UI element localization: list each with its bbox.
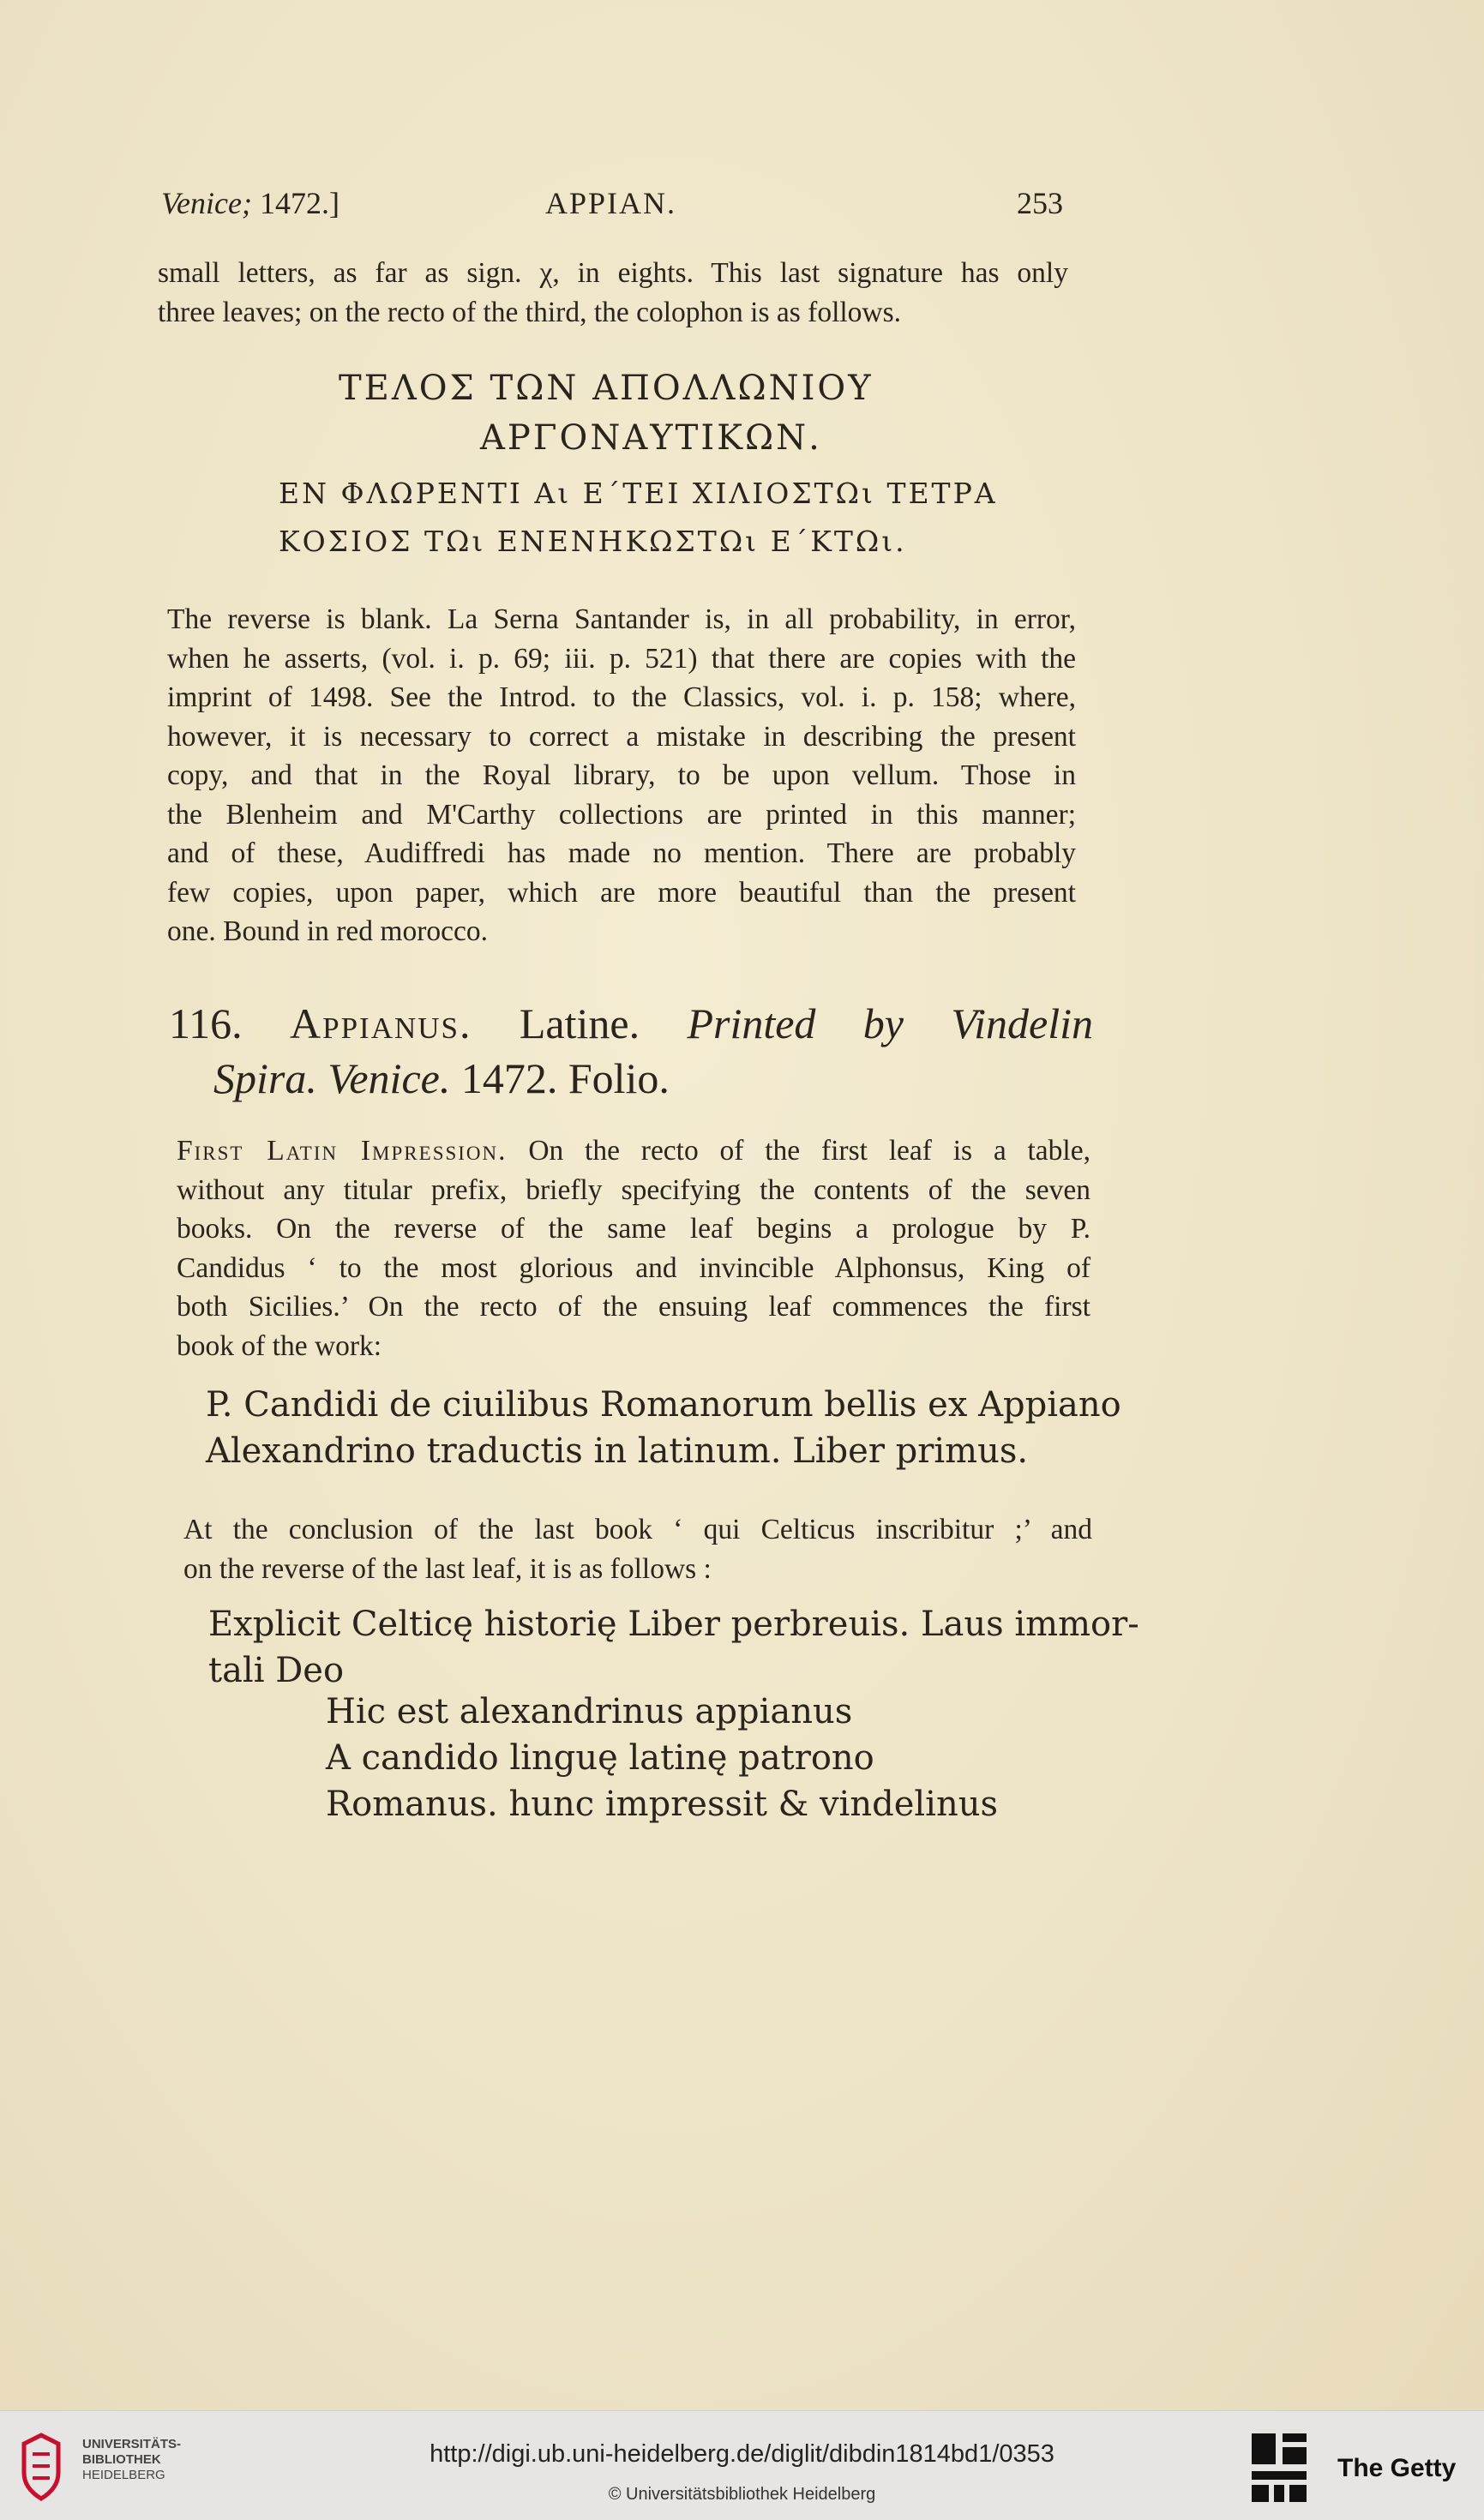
running-head-place <box>161 185 339 221</box>
note-line: The reverse is blank. La Serna Santander is, in all probability, in error, <box>167 603 1076 635</box>
greek-colophon-line: ΤΕΛΟΣ ΤΩΝ ΑΠΟΛΛΩΝΙΟΥ <box>339 369 874 408</box>
description-line: books. On the reverse of the same leaf begins a prologue by P. <box>177 1213 1090 1245</box>
description-line: both Sicilies.’ On the recto of the ensuing leaf commences the first <box>177 1291 1090 1323</box>
description-line: book of the work: <box>177 1329 382 1362</box>
page-number: 253 <box>1017 186 1063 220</box>
description-line: without any titular prefix, briefly specifying the contents of the seven <box>177 1173 1090 1206</box>
entry-language: Latine. <box>519 999 640 1047</box>
explicit-line: tali Deo <box>208 1651 345 1690</box>
description-label: First Latin Impression. <box>177 1135 508 1167</box>
entry-author: Appianus. <box>290 999 472 1047</box>
copyright-notice: © Universitätsbibliothek Heidelberg <box>608 2485 876 2504</box>
note-line: when he asserts, (vol. i. p. 69; iii. p. 521) that there are copies with the <box>167 642 1076 675</box>
note-line: imprint of 1498. See the Introd. to the Classics, vol. i. p. 158; where, <box>167 681 1076 713</box>
explicit-block <box>208 1601 1139 1694</box>
conclusion-paragraph <box>183 1510 1092 1588</box>
note-line: the Blenheim and M'Carthy collections are printed in this manner; <box>167 798 1076 831</box>
description-line <box>177 1131 1090 1171</box>
uni-name-line: HEIDELBERG <box>82 2468 165 2482</box>
reverse-note-paragraph <box>167 600 1076 951</box>
note-line: one. Bound in red morocco. <box>167 915 488 947</box>
entry-place: Venice. <box>327 1054 451 1102</box>
getty-name: The Getty <box>1337 2454 1457 2482</box>
header-year: 1472.] <box>251 186 339 220</box>
intro-paragraph <box>158 254 1068 332</box>
intro-line: three leaves; on the recto of the third, the colophon is as follows. <box>158 296 902 328</box>
description-paragraph <box>177 1131 1090 1365</box>
header-place: Venice; <box>161 186 252 220</box>
entry-heading <box>169 996 1093 1106</box>
verse-block <box>326 1689 998 1827</box>
incipit-line: Alexandrino traductis in latinum. Liber primus. <box>206 1431 1029 1471</box>
entry-number: 116. <box>169 999 243 1047</box>
verse-line: Romanus. hunc impressit & vindelinus <box>326 1785 999 1824</box>
getty-logo-icon[interactable] <box>1248 2430 1310 2504</box>
greek-colophon-line: ΕΝ ΦΛΩΡΕΝΤΙ Αι Ε΄ΤΕΙ ΧΙΛΙΟΣΤΩι ΤΕΤΡΑ <box>279 477 998 510</box>
uni-name-line: BIBLIOTHEK <box>82 2452 161 2467</box>
note-line: and of these, Audiffredi has made no mention. There are probably <box>167 837 1076 869</box>
description-line: Candidus ‘ to the most glorious and invincible Alphonsus, King of <box>177 1251 1090 1284</box>
verse-line: A candido linguę latinę patrono <box>326 1738 874 1778</box>
incipit-block <box>206 1382 1121 1474</box>
verse-line: Hic est alexandrinus appianus <box>326 1692 853 1731</box>
intro-line: small letters, as far as sign. χ, in eights. This last signature has only <box>158 257 1068 289</box>
viewer-footer <box>0 2410 1484 2520</box>
greek-colophon-line: ΚΟΣΙΟΣ ΤΩι ΕΝΕΝΗΚΩΣΤΩι Ε΄ΚΤΩι. <box>279 525 907 558</box>
permalink-url[interactable]: http://digi.ub.uni-heidelberg.de/diglit/dibdin1814bd1/0353 <box>430 2440 1054 2468</box>
incipit-line: P. Candidi de ciuilibus Romanorum bellis ex Appiano <box>206 1385 1121 1425</box>
note-line: however, it is necessary to correct a mistake in describing the present <box>167 720 1076 753</box>
running-head-title: APPIAN. <box>545 186 677 220</box>
explicit-line: Explicit Celticę historię Liber perbreuis. Laus immor- <box>208 1605 1139 1644</box>
uni-name-line: UNIVERSITÄTS- <box>82 2437 182 2451</box>
entry-printer: Printed by Vindelin <box>687 999 1094 1047</box>
note-line: copy, and that in the Royal library, to be upon vellum. Those in <box>167 759 1076 791</box>
entry-format: Folio. <box>568 1054 670 1102</box>
conclusion-line: At the conclusion of the last book ‘ qui Celticus inscribitur ;’ and <box>183 1514 1092 1545</box>
description-text: On the recto of the first leaf is a table, <box>507 1135 1090 1167</box>
greek-colophon-line: ΑΡΓΟΝΑΥΤΙΚΩΝ. <box>480 418 822 458</box>
conclusion-line: on the reverse of the last leaf, it is as follows : <box>183 1552 712 1585</box>
entry-printer-cont: Spira. <box>213 1054 317 1102</box>
note-line: few copies, upon paper, which are more beautiful than the present <box>167 876 1076 909</box>
entry-year: 1472. <box>460 1054 558 1102</box>
